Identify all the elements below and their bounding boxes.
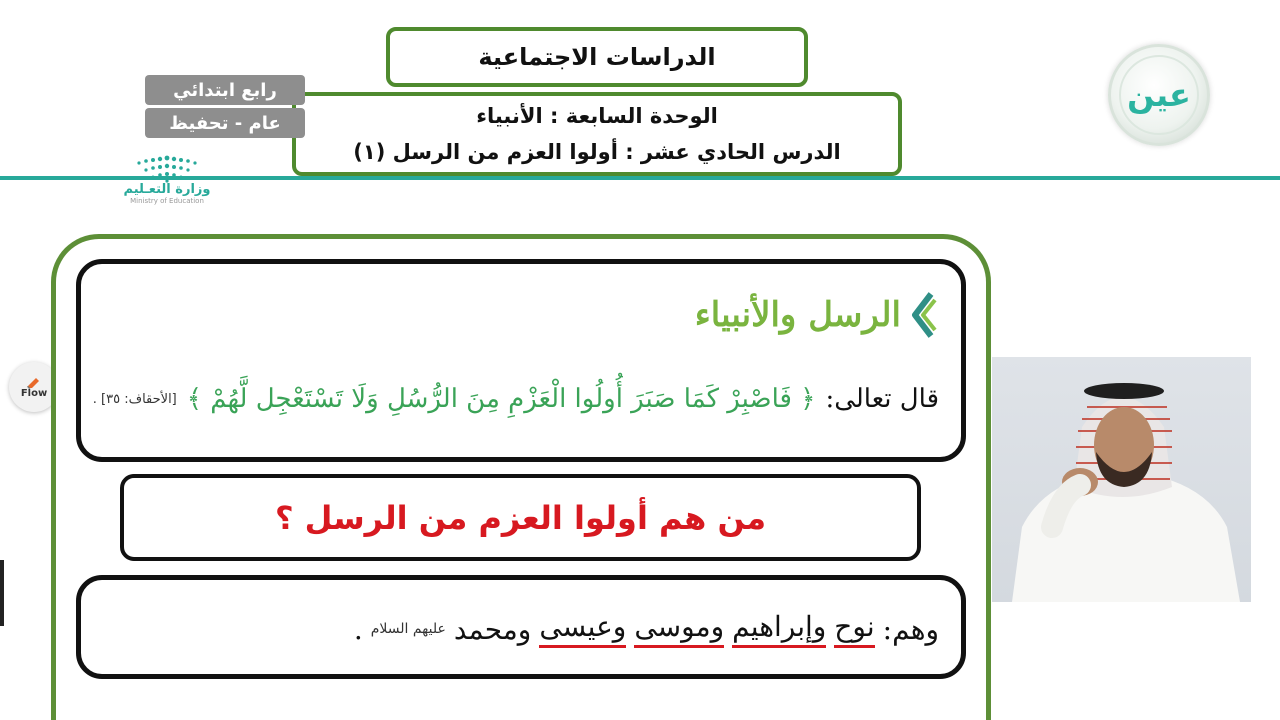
chevron-left-icon	[909, 290, 937, 340]
answer-label: وهم:	[882, 612, 939, 646]
left-edge-mark	[0, 560, 4, 626]
channel-logo-text: عين	[1119, 55, 1199, 135]
flow-button-label: Flow	[20, 387, 48, 399]
lesson-title: الدرس الحادي عشر : أولوا العزم من الرسل (١)	[353, 140, 841, 164]
unit-title: الوحدة السابعة : الأنبياء	[476, 104, 718, 128]
unit-lesson-box	[292, 92, 902, 176]
honorific: عليهم السلام	[370, 621, 446, 637]
section-heading	[695, 290, 937, 340]
grade-badge: رابع ابتدائي	[145, 75, 305, 105]
verse-intro: قال تعالى:	[825, 384, 939, 414]
presenter-video	[992, 357, 1251, 602]
track-badge: عام - تحفيظ	[145, 108, 305, 138]
answer-panel	[76, 575, 966, 679]
answer-row	[354, 610, 939, 648]
prophet-name: نوح	[834, 610, 874, 648]
pencil-icon	[26, 376, 42, 388]
quran-verse: ﴿ فَاصْبِرْ كَمَا صَبَرَ أُولُوا الْعَزْمِ مِنَ الرُّسُلِ وَلَا تَسْتَعْجِل لَّهُمْ ﴾	[186, 384, 816, 414]
subject-title-text: الدراسات الاجتماعية	[478, 43, 716, 71]
prophet-name: وموسى	[634, 610, 724, 648]
prophet-name: ومحمد	[453, 612, 532, 646]
ministry-name-ar: وزارة التعـليم	[123, 182, 211, 197]
verse-panel	[76, 259, 966, 462]
question-text: من هم أولوا العزم من الرسل ؟	[274, 498, 767, 537]
ministry-logo	[112, 154, 222, 224]
ministry-name-en: Ministry of Education	[130, 197, 204, 205]
channel-logo	[1108, 44, 1210, 146]
subject-title	[386, 27, 808, 87]
prophet-name: وعيسى	[539, 610, 626, 648]
ministry-dots-icon	[122, 154, 212, 184]
answer-period: .	[353, 612, 363, 646]
prophet-name: وإبراهيم	[732, 610, 826, 648]
section-heading-text: الرسل والأنبياء	[694, 295, 901, 335]
verse-reference: [الأحقاف: ٣٥] .	[92, 391, 177, 407]
verse-row	[93, 384, 939, 414]
presenter-figure	[992, 357, 1251, 602]
question-panel	[120, 474, 921, 561]
